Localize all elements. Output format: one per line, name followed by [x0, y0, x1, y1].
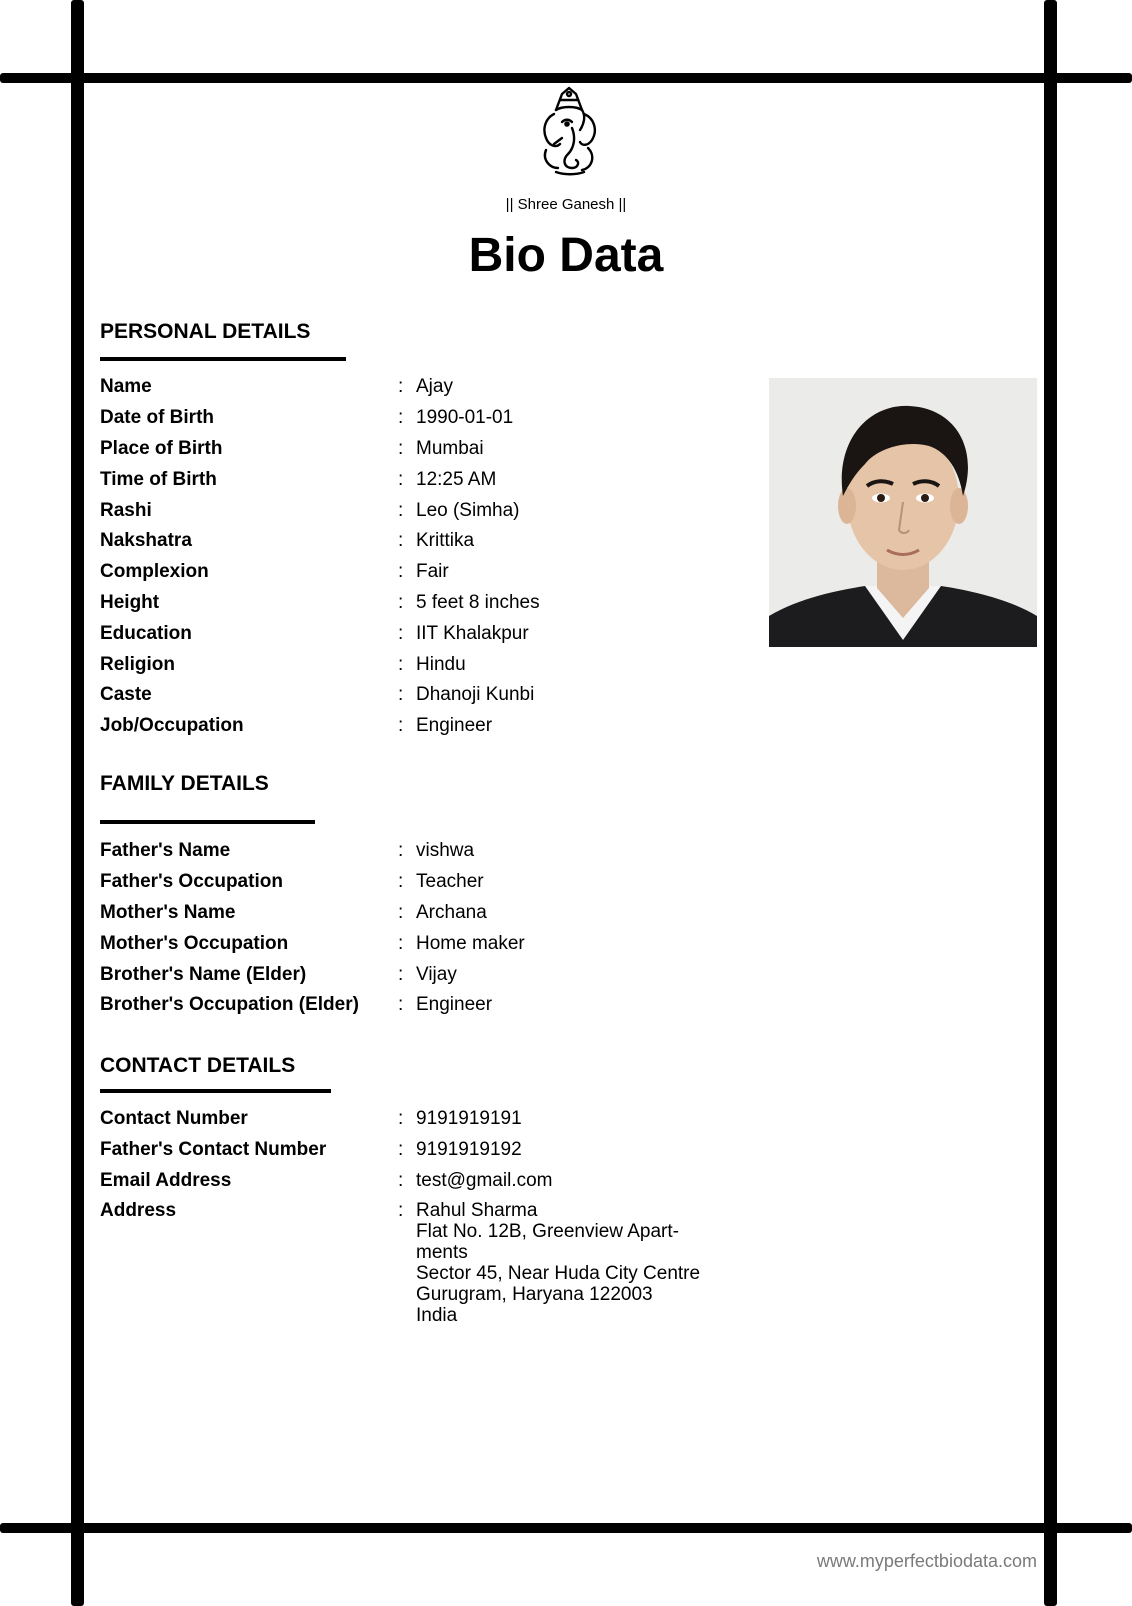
detail-value: Mumbai	[416, 437, 484, 459]
personal-detail-row	[100, 618, 740, 649]
detail-value: Archana	[416, 901, 487, 923]
detail-label: Brother's Name (Elder)	[100, 963, 307, 985]
personal-detail-row	[100, 557, 740, 588]
detail-label: Father's Contact Number	[100, 1139, 327, 1161]
detail-label: Complexion	[100, 561, 209, 583]
detail-value: 5 feet 8 inches	[416, 591, 540, 613]
detail-value: Leo (Simha)	[416, 499, 520, 521]
detail-colon: :	[398, 1139, 404, 1161]
detail-value: Dhanoji Kunbi	[416, 684, 535, 706]
address-line: ments	[416, 1242, 468, 1263]
detail-label: Place of Birth	[100, 437, 223, 459]
personal-detail-row	[100, 403, 740, 434]
personal-detail-row	[100, 434, 740, 465]
detail-label: Job/Occupation	[100, 715, 244, 737]
address-label: Address	[100, 1200, 177, 1221]
family-details-underline	[100, 820, 315, 824]
address-value	[416, 1200, 716, 1326]
detail-colon: :	[398, 437, 404, 459]
family-detail-row	[100, 836, 740, 867]
detail-label: Father's Occupation	[100, 871, 283, 893]
address-line: India	[416, 1305, 458, 1326]
detail-value: IIT Khalakpur	[416, 622, 529, 644]
detail-label: Father's Name	[100, 840, 231, 862]
detail-colon: :	[398, 684, 404, 706]
contact-details-underline	[100, 1089, 331, 1093]
family-details-list	[100, 836, 740, 1021]
ganesha-icon	[532, 84, 606, 176]
detail-value: Ajay	[416, 376, 453, 398]
page-title: Bio Data	[468, 229, 664, 282]
detail-value: Home maker	[416, 932, 525, 954]
detail-colon: :	[398, 963, 404, 985]
detail-value: 1990-01-01	[416, 407, 514, 429]
family-detail-row	[100, 867, 740, 898]
detail-colon: :	[398, 871, 404, 893]
detail-label: Brother's Occupation (Elder)	[100, 994, 359, 1016]
personal-detail-row	[100, 649, 740, 680]
detail-value: 12:25 AM	[416, 468, 497, 490]
contact-detail-row	[100, 1166, 740, 1197]
address-colon: :	[398, 1200, 404, 1221]
detail-value: Hindu	[416, 653, 466, 675]
frame-bottom-line	[0, 1523, 1132, 1533]
detail-value: test@gmail.com	[416, 1169, 553, 1191]
personal-detail-row	[100, 372, 740, 403]
detail-label: Nakshatra	[100, 530, 192, 552]
contact-details-list	[100, 1104, 740, 1196]
detail-label: Name	[100, 376, 152, 398]
detail-colon: :	[398, 530, 404, 552]
address-line: Gurugram, Haryana 122003	[416, 1284, 653, 1305]
family-detail-row	[100, 928, 740, 959]
address-line: Sector 45, Near Huda City Centre	[416, 1263, 701, 1284]
personal-detail-row	[100, 495, 740, 526]
personal-detail-row	[100, 680, 740, 711]
detail-label: Email Address	[100, 1169, 232, 1191]
personal-detail-row	[100, 464, 740, 495]
contact-detail-row	[100, 1135, 740, 1166]
detail-colon: :	[398, 653, 404, 675]
detail-colon: :	[398, 1169, 404, 1191]
detail-value: Engineer	[416, 715, 493, 737]
detail-value: Teacher	[416, 871, 484, 893]
detail-colon: :	[398, 840, 404, 862]
contact-detail-row	[100, 1104, 740, 1135]
detail-colon: :	[398, 561, 404, 583]
personal-details-heading: PERSONAL DETAILS	[100, 320, 311, 343]
detail-value: 9191919191	[416, 1108, 522, 1130]
detail-colon: :	[398, 376, 404, 398]
detail-colon: :	[398, 994, 404, 1016]
detail-label: Mother's Occupation	[100, 932, 289, 954]
detail-value: Krittika	[416, 530, 475, 552]
family-details-heading: FAMILY DETAILS	[100, 772, 269, 795]
family-detail-row	[100, 990, 740, 1021]
family-detail-row	[100, 959, 740, 990]
detail-colon: :	[398, 932, 404, 954]
contact-details-heading: CONTACT DETAILS	[100, 1054, 296, 1077]
address-line: Flat No. 12B, Greenview Apart-	[416, 1221, 679, 1242]
detail-value: Fair	[416, 561, 449, 583]
detail-label: Education	[100, 622, 192, 644]
address-block	[100, 1197, 740, 1326]
personal-details-underline	[100, 357, 346, 361]
detail-value: Vijay	[416, 963, 457, 985]
detail-colon: :	[398, 407, 404, 429]
detail-colon: :	[398, 499, 404, 521]
personal-details-list	[100, 372, 740, 742]
address-row	[100, 1200, 740, 1326]
profile-photo	[769, 378, 1037, 647]
address-line: Rahul Sharma	[416, 1200, 538, 1221]
frame-top-line	[0, 73, 1132, 83]
family-detail-row	[100, 898, 740, 929]
detail-label: Rashi	[100, 499, 152, 521]
detail-colon: :	[398, 1108, 404, 1130]
detail-value: 9191919192	[416, 1139, 522, 1161]
detail-label: Time of Birth	[100, 468, 217, 490]
detail-colon: :	[398, 591, 404, 613]
detail-label: Caste	[100, 684, 152, 706]
detail-value: vishwa	[416, 840, 475, 862]
detail-colon: :	[398, 901, 404, 923]
detail-label: Religion	[100, 653, 175, 675]
detail-colon: :	[398, 468, 404, 490]
invocation-text: || Shree Ganesh ||	[505, 196, 627, 213]
personal-detail-row	[100, 711, 740, 742]
detail-label: Height	[100, 591, 160, 613]
personal-detail-row	[100, 526, 740, 557]
detail-label: Mother's Name	[100, 901, 236, 923]
footer-website-url: www.myperfectbiodata.com	[816, 1551, 1037, 1571]
detail-label: Contact Number	[100, 1108, 248, 1130]
detail-value: Engineer	[416, 994, 493, 1016]
detail-colon: :	[398, 715, 404, 737]
personal-detail-row	[100, 588, 740, 619]
detail-colon: :	[398, 622, 404, 644]
detail-label: Date of Birth	[100, 407, 214, 429]
